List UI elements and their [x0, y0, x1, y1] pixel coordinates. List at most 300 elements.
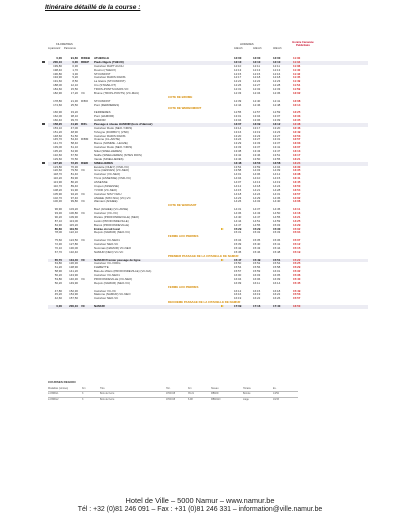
km-remaining: 145,70	[53, 137, 62, 142]
time-42: 14:43	[253, 211, 261, 215]
time-caravane: 15:53	[293, 292, 301, 297]
location-name: STOUMONT	[94, 99, 111, 103]
km-remaining: 50,20	[54, 280, 62, 285]
time-42: 13:37	[253, 145, 261, 150]
time-42: 12:10	[253, 59, 261, 64]
km-done: 8,50	[72, 79, 78, 84]
time-42: 12:00	[253, 56, 261, 60]
km-remaining: 65,70	[54, 257, 62, 262]
legend-cell: Liège	[243, 397, 249, 401]
location-name: ATHERLLE	[94, 57, 110, 60]
time-caravane: 12:33	[293, 114, 301, 119]
time-caravane: 13:54	[293, 187, 301, 192]
legend-cell: Bonnié	[243, 392, 251, 395]
location-name: La Gleize (STOUMONT)	[94, 80, 126, 84]
time-caravane: 14:02	[293, 195, 301, 200]
itinerary-table	[48, 57, 368, 309]
time-caravane: 13:45	[293, 180, 301, 184]
time-caravane: 15:29	[293, 265, 301, 270]
time-42: 12:27	[253, 83, 261, 88]
time-42: 12:57	[253, 110, 261, 115]
time-caravane: 13:30	[293, 164, 301, 169]
time-42: 12:18	[253, 75, 261, 80]
km-remaining: 78,00	[54, 230, 62, 235]
km-remaining: 42,60	[54, 296, 62, 301]
km-remaining: 160,40	[53, 118, 62, 122]
time-40: 12:18	[273, 75, 281, 80]
km-sub1: A parcourir	[48, 47, 61, 50]
time-40: 13:20	[273, 125, 281, 130]
time-42: 16:03	[253, 273, 261, 277]
road-code: VC	[81, 90, 86, 95]
location-name: Lustin (PROFONDEVILLE)	[94, 219, 129, 223]
time-42: 16:19	[253, 292, 261, 297]
km-done: 152,30	[69, 288, 78, 293]
km-done: 3,30	[72, 71, 78, 76]
time-42: 13:33	[253, 141, 261, 146]
time-caravane: 12:08	[293, 98, 301, 103]
time-40: 13:41	[273, 145, 281, 150]
footer-contact: Tél : +32 (0)81 246 091 – Fax : +31 (0)81 246 331 – information@ville.namur.be	[77, 506, 323, 513]
km-remaining: 56,20	[54, 273, 62, 277]
time-40: 12:36	[273, 90, 281, 95]
km-done: 130,00	[69, 245, 78, 250]
km-remaining: 105,90	[53, 191, 62, 196]
km-done: 157,50	[69, 296, 78, 301]
km-remaining: 120,60	[53, 168, 62, 173]
km-done: 136,30	[69, 261, 78, 266]
time-42: 13:23	[253, 133, 261, 138]
km-remaining: 67,70	[54, 249, 62, 254]
time-caravane: 12:38	[293, 121, 301, 126]
time-42: 15:40	[253, 242, 261, 246]
time-42: 15:56	[253, 265, 261, 270]
horaires-header: HORAIRES	[240, 43, 254, 46]
time-42: 14:24	[253, 191, 261, 196]
speed-40: 40km/h	[273, 47, 282, 50]
location-name: Brume (TROIS-PONTS) (VC-MAU)	[94, 91, 140, 95]
time-40: 16:09	[273, 276, 281, 281]
location-name: NAMUR	[94, 305, 105, 308]
km-remaining: 108,20	[53, 187, 62, 192]
road-code: R/BM	[81, 137, 89, 142]
time-42: 15:35	[253, 238, 261, 243]
km-done: 109,90	[69, 214, 78, 219]
time-40: 14:09	[273, 168, 281, 173]
time-42: 13:19	[253, 129, 261, 134]
time-40: 12:48	[273, 102, 281, 107]
time-42: 16:06	[253, 276, 261, 281]
time-40: 12:59	[273, 110, 281, 115]
time-42: 14:29	[253, 195, 261, 200]
time-42: 12:46	[253, 102, 261, 107]
km-done: 86,20	[70, 180, 78, 184]
location-name: Carrefour RADIS RADIS	[94, 76, 126, 80]
location-name: Warnant (ANHEE)	[94, 200, 118, 204]
location-name: Evelette (OHEY) (VSD-VC)	[94, 165, 130, 169]
legend-cell: 35.21	[188, 392, 194, 395]
time-40: 14:19	[273, 180, 281, 184]
km-done: 81,40	[70, 172, 78, 177]
time-40: 15:36	[273, 238, 281, 243]
time-40: 13:09	[273, 118, 281, 122]
location-name: Entrée circuit local	[94, 227, 120, 231]
section-label: FERME AUX PIERRES	[168, 284, 199, 289]
time-40: 15:58	[273, 265, 281, 270]
legend-cell: Bois de Ferré	[100, 397, 115, 401]
legend-title: COURSES REGION	[48, 380, 76, 384]
time-caravane: 12:57	[293, 137, 301, 142]
location-name: Reçoix (NAMUR) (NEO-VC)	[94, 231, 131, 235]
speed-44: 44km/h	[234, 47, 243, 50]
time-44: 15:57	[234, 269, 242, 274]
km-done: 47,00	[70, 125, 78, 130]
km-remaining: 96,90	[54, 207, 62, 212]
time-42: 12:13	[253, 67, 261, 72]
legend-cell: 16/33	[273, 397, 279, 401]
time-40: 14:36	[273, 195, 281, 200]
location-name: Carrefour NEO-VC	[94, 297, 119, 301]
time-40: 16:26	[273, 296, 281, 301]
time-44: 13:16	[234, 129, 242, 134]
time-44: 13:48	[234, 160, 242, 165]
time-44: 13:46	[234, 156, 242, 161]
section-label: COTE DE WARNANT	[168, 203, 197, 208]
km-remaining: 127,90	[53, 160, 62, 165]
location-name: HAMOIR	[94, 119, 106, 122]
section-label: FERME AUX PIERRES	[168, 234, 199, 239]
km-done: 200,10	[69, 304, 78, 308]
time-caravane: 13:17	[293, 152, 301, 157]
km-remaining: 198,40	[53, 67, 62, 72]
km-remaining: 132,60	[53, 152, 62, 157]
time-caravane: 15:45	[293, 280, 301, 285]
location-name: Pont (FERRIERES)	[94, 103, 120, 107]
km-done: 97,40	[70, 195, 78, 200]
time-44: 12:33	[234, 90, 242, 95]
time-40: 13:31	[273, 137, 281, 142]
location-name: Bois-de-Villers (PROFONDEVILLE) (VC-NA)	[94, 270, 152, 274]
time-42: 13:50	[253, 156, 261, 161]
km-done: 83,90	[70, 176, 78, 181]
time-caravane: 11:45	[293, 75, 301, 80]
km-remaining: 174,60	[53, 102, 62, 107]
legend-row	[48, 397, 298, 403]
time-42: 14:06	[253, 172, 261, 177]
km-remaining: 200,10	[53, 59, 62, 64]
time-caravane: 15:04	[293, 230, 301, 235]
time-44: 16:09	[234, 280, 242, 285]
location-name: Boncé (PROFONDEVILLE)	[94, 223, 130, 227]
km-remaining: 100,30	[53, 199, 62, 204]
km-done: 54,40	[70, 137, 78, 142]
time-caravane: 12:14	[293, 102, 301, 107]
km-remaining: 45,20	[54, 292, 62, 297]
time-caravane: 13:03	[293, 141, 301, 146]
legend-cell: 3	[82, 397, 84, 401]
time-42: 14:32	[253, 199, 261, 204]
km-remaining: 184,60	[53, 87, 62, 91]
time-40: 16:01	[273, 269, 281, 274]
km-done: 61,10	[70, 145, 78, 150]
km-remaining: 199,80	[53, 63, 62, 68]
legend-header-cell: Titre	[100, 387, 105, 390]
time-42: 14:13	[253, 180, 261, 184]
time-42: 14:55	[253, 222, 261, 227]
time-44: 14:40	[234, 214, 242, 219]
km-remaining: 72,30	[54, 242, 62, 246]
time-44: 16:04	[234, 276, 242, 281]
time-42: 13:59	[253, 164, 261, 169]
time-44: 12:13	[234, 67, 242, 72]
section-label: COTE DE BRUME	[168, 94, 193, 99]
time-44: 13:29	[234, 141, 242, 146]
time-40: 12:13	[273, 67, 281, 72]
speed-42: 42km/h	[253, 47, 262, 50]
time-44: 13:54	[234, 164, 242, 169]
km-remaining: 70,10	[54, 245, 62, 250]
time-42: 12:32	[253, 87, 261, 91]
time-40: 13:23	[273, 129, 281, 134]
time-44: 14:36	[234, 211, 242, 215]
time-44: 14:44	[234, 218, 242, 223]
km-done: 79,50	[70, 168, 78, 173]
km-done: 0,00	[72, 59, 78, 64]
location-name: Carrefour NISY NIAU	[94, 192, 122, 196]
time-40: 15:54	[273, 261, 281, 266]
km-done: 67,50	[70, 152, 78, 157]
km-remaining: 113,90	[53, 180, 62, 184]
time-42: 13:43	[253, 149, 261, 153]
time-caravane: 13:41	[293, 176, 301, 181]
time-40: 16:18	[273, 288, 281, 293]
legend-cell: RBNIGN	[211, 397, 221, 401]
time-42: 15:52	[253, 261, 261, 266]
location-name: Rivière (PROFONDEVILLE) (NEO)	[94, 215, 139, 219]
location-name: Dourroi (THEUX)	[94, 68, 117, 72]
time-40: 13:12	[273, 121, 281, 126]
time-44: 15:31	[234, 230, 242, 235]
km-done: 15,50	[70, 87, 78, 91]
legend-cell: L4 BRIG1	[48, 392, 59, 395]
km-remaining: 141,70	[53, 141, 62, 146]
time-caravane: 14:11	[293, 207, 301, 212]
time-44: 14:47	[234, 222, 242, 227]
km-done: 91,90	[70, 187, 78, 192]
time-44: 12:26	[234, 83, 242, 88]
km-remaining: 0,00	[56, 304, 62, 308]
km-remaining: 153,10	[53, 125, 62, 130]
section-label: DEUXIEME PASSAGE DE LA CITADELLE DE NAMUR	[168, 300, 241, 305]
time-40: 14:28	[273, 187, 281, 192]
km-remaining: 196,80	[53, 71, 62, 76]
location-name: FLEBETTE	[94, 266, 109, 270]
km-remaining: 188,00	[53, 83, 62, 88]
time-40: 15:48	[273, 249, 281, 254]
km-done: 146,30	[69, 276, 78, 281]
km-done: 115,20	[69, 222, 78, 227]
time-caravane: 15:12	[293, 242, 301, 246]
km-done: 38,10	[70, 114, 78, 119]
time-42: 12:40	[253, 98, 261, 103]
time-40: 13:55	[273, 156, 281, 161]
road-code: RDEP	[81, 59, 90, 64]
km-done: 64,90	[70, 149, 78, 153]
time-caravane: 14:29	[293, 222, 301, 227]
road-code: VC	[81, 191, 86, 196]
time-44: 16:00	[234, 273, 242, 277]
km-remaining: 158,20	[53, 121, 62, 126]
location-name: Carrefour RADIS RADIS	[94, 134, 126, 138]
km-remaining: 58,90	[54, 269, 62, 274]
time-44: 14:12	[234, 183, 242, 188]
location-name: STOUMONT	[94, 72, 111, 76]
time-40: 12:33	[273, 87, 281, 91]
time-caravane: 13:13	[293, 149, 301, 153]
legend-cell: 1H00:08	[166, 397, 176, 401]
time-40: 12:16	[273, 71, 281, 76]
time-40: 15:30	[273, 226, 281, 231]
time-42: 14:10	[253, 176, 261, 181]
time-40: 15:03	[273, 222, 281, 227]
location-name: Crupet (ASSESSE)	[94, 184, 119, 188]
time-44: 16:19	[234, 296, 242, 301]
road-code: VC	[81, 276, 86, 281]
time-42: 13:09	[253, 121, 261, 126]
time-44: 12:15	[234, 71, 242, 76]
time-44: 13:42	[234, 152, 242, 157]
time-caravane: 11:54	[293, 83, 301, 88]
time-44: 14:23	[234, 195, 242, 200]
road-code: R/FL	[81, 121, 88, 126]
arrow-icon	[221, 305, 224, 307]
time-40: 12:28	[273, 83, 281, 88]
time-40: 15:44	[273, 245, 281, 250]
legend-cell: 3	[82, 392, 84, 395]
km-done: 99,80	[70, 199, 78, 204]
legend-header-cell: Horaire	[243, 387, 251, 390]
km-done: 48,90	[70, 129, 78, 134]
legend-cell: 1H00:08	[166, 392, 176, 395]
time-44: 14:18	[234, 191, 242, 196]
arrow-icon	[221, 228, 224, 230]
time-42: 14:21	[253, 187, 261, 192]
time-42: 16:15	[253, 288, 261, 293]
km-remaining: 191,60	[53, 79, 62, 84]
time-caravane: 13:38	[293, 172, 301, 177]
time-caravane: 12:35	[293, 118, 301, 122]
time-40: 15:41	[273, 242, 281, 246]
km-done: 0,30	[72, 63, 78, 68]
time-44: 13:58	[234, 168, 242, 173]
road-code: VC	[81, 257, 86, 262]
time-40: 14:55	[273, 214, 281, 219]
legend-header-cell: Km	[82, 387, 86, 390]
time-caravane: 12:49	[293, 129, 301, 134]
km-remaining: 63,80	[54, 261, 62, 266]
time-caravane: 11:30	[293, 56, 301, 60]
location-name: Cro (STAVELOT)	[94, 84, 117, 88]
km-done: 149,90	[69, 280, 78, 285]
road-code: R/BO	[81, 98, 89, 103]
time-40: 12:10	[273, 59, 281, 64]
km-header: KILOMETRES	[56, 43, 73, 46]
location-name: Tohogne (DURBUY) (VSD)	[94, 130, 129, 134]
time-caravane: 12:53	[293, 133, 301, 138]
km-done: 5,20	[72, 75, 78, 80]
time-44: 15:50	[234, 261, 242, 266]
km-remaining: 139,00	[53, 145, 62, 150]
time-44: 15:54	[234, 265, 242, 270]
km-remaining: 90,20	[54, 214, 62, 219]
time-caravane: 14:25	[293, 218, 301, 223]
time-44: 12:17	[234, 75, 242, 80]
footer	[0, 496, 400, 514]
time-42: 15:59	[253, 269, 261, 274]
time-caravane: 11:40	[293, 67, 301, 72]
km-remaining: 151,20	[53, 129, 62, 134]
legend-cell: 6.98	[188, 397, 193, 401]
location-name: NAMUR (NEO) VC-VC	[94, 250, 124, 254]
km-done: 141,20	[69, 269, 78, 274]
km-remaining: 194,90	[53, 75, 62, 80]
time-caravane: 12:46	[293, 125, 301, 130]
km-done: 89,40	[70, 183, 78, 188]
km-done: 39,70	[70, 118, 78, 122]
time-42: 16:22	[253, 296, 261, 301]
road-code: VC	[81, 168, 86, 173]
km-remaining: 47,80	[54, 288, 62, 293]
time-caravane: 15:36	[293, 273, 301, 277]
time-42: 12:15	[253, 71, 261, 76]
km-done: 94,20	[70, 191, 78, 196]
time-42: 13:04	[253, 114, 261, 119]
km-sub2: Parcourus	[64, 47, 76, 50]
location-name: Bouf (ANHEE) (VC-ANSE)	[94, 208, 129, 212]
km-done: 124,50	[69, 238, 78, 243]
time-44: 15:47	[234, 257, 242, 262]
time-caravane: 14:21	[293, 214, 301, 219]
location-name: Carrefour VC-VOD/s	[94, 262, 121, 266]
itinerary-row	[48, 305, 368, 309]
time-44: 12:22	[234, 79, 242, 84]
time-42: 15:43	[253, 245, 261, 250]
km-remaining: 84,90	[54, 222, 62, 227]
time-40: 13:51	[273, 152, 281, 157]
time-caravane: 13:57	[293, 191, 301, 196]
km-remaining: 102,70	[53, 195, 62, 200]
time-42: 13:46	[253, 152, 261, 157]
time-44: 15:39	[234, 242, 242, 246]
time-caravane: 15:32	[293, 269, 301, 274]
location-name: Bonce (SOMME - LEUZE)	[94, 142, 128, 146]
time-42: 14:18	[253, 183, 261, 188]
location-name: Malonne (NAMUR) VC-NEO	[94, 293, 131, 297]
legend-header-cell: Ex.	[273, 387, 277, 390]
time-caravane: 13:24	[293, 160, 301, 165]
legend-cell: L4 BRIG2	[48, 397, 59, 401]
arrow-icon	[221, 259, 224, 261]
time-44: 13:20	[234, 133, 242, 138]
km-remaining: 53,80	[54, 276, 62, 281]
location-name: Reçoix (NAMUR) (NEO-VC)	[94, 281, 131, 285]
time-40: 14:50	[273, 211, 281, 215]
location-name: Passage à niveau HAMOIR (bois d'Hamoir)	[94, 122, 153, 126]
km-remaining: 148,60	[53, 133, 62, 138]
km-remaining: 93,30	[54, 211, 62, 215]
time-42: 14:47	[253, 214, 261, 219]
time-40: 12:41	[273, 98, 281, 103]
